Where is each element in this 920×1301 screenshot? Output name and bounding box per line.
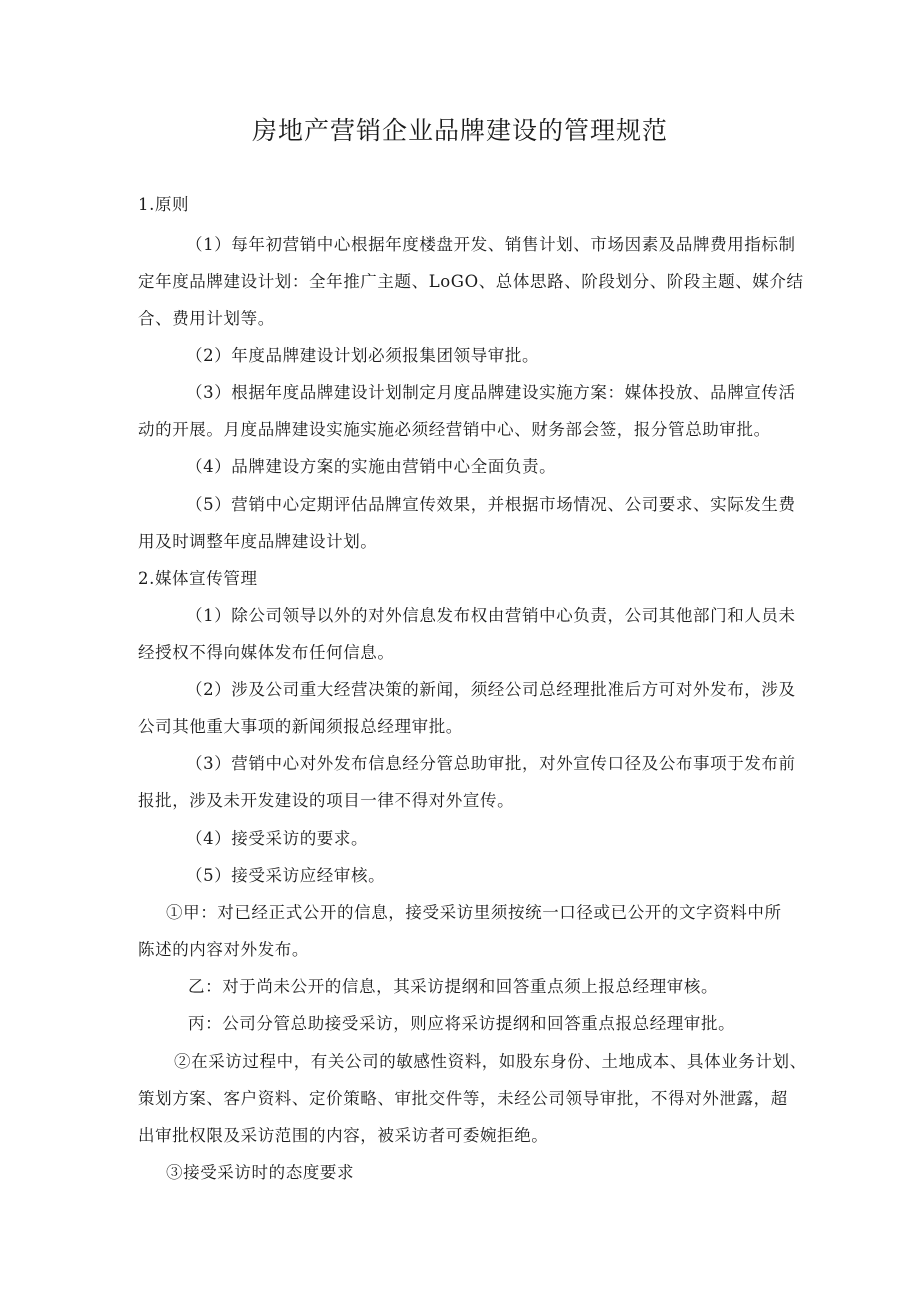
paragraph-line: ②在采访过程中，有关公司的敏感性资料，如股东身份、土地成本、具体业务计划、: [174, 1052, 807, 1071]
paragraph-2-5: [186, 857, 385, 894]
paragraph-line: 经授权不得向媒体发布任何信息。: [138, 643, 395, 662]
paragraph-1-5-cont: [138, 523, 788, 560]
paragraph-2-3: [186, 745, 796, 782]
paragraph-line: （5）接受采访应经审核。: [186, 866, 386, 885]
paragraph-line: （5）营销中心定期评估品牌宣传效果，并根据市场情况、公司要求、实际发生费: [186, 495, 796, 514]
paragraph-1-2: [186, 337, 539, 374]
paragraph-line: 用及时调整年度品牌建设计划。: [138, 532, 378, 551]
section-heading-principles: 1.原则: [138, 195, 190, 214]
paragraph-line: （1）除公司领导以外的对外信息发布权由营销中心负责，公司其他部门和人员未: [186, 606, 796, 625]
paragraph-2-5-b: [188, 968, 718, 1005]
paragraph-line: 乙：对于尚未公开的信息，其采访提纲和回答重点须上报总经理审核。: [188, 977, 719, 996]
section-heading-media: 2.媒体宣传管理: [138, 569, 258, 588]
paragraph-line: （4）品牌建设方案的实施由营销中心全面负责。: [186, 457, 557, 476]
paragraph-line: 丙：公司分管总助接受采访，则应将采访提纲和回答重点报总经理审批。: [188, 1014, 736, 1033]
paragraph-line: 策划方案、客户资料、定价策略、审批交件等，未经公司领导审批，不得对外泄露，超: [138, 1089, 788, 1108]
paragraph-1-3-cont: [138, 411, 788, 448]
paragraph-line: （3）营销中心对外发布信息经分管总助审批，对外宣传口径及公布事项于发布前: [186, 754, 796, 773]
paragraph-line: 定年度品牌建设计划：全年推广主题、LoGO、总体思路、阶段划分、阶段主题、媒介结: [138, 272, 804, 291]
paragraph-2-5-a: [166, 894, 782, 931]
paragraph-line: 报批，涉及未开发建设的项目一律不得对外宣传。: [138, 791, 515, 810]
paragraph-line: （4）接受采访的要求。: [186, 829, 369, 848]
paragraph-2-5-d-cont: [138, 1080, 788, 1154]
paragraph-2-1-cont: [138, 634, 788, 671]
paragraph-line: （1）每年初营销中心根据年度楼盘开发、销售计划、市场因素及品牌费用指标制: [186, 235, 796, 254]
paragraph-line: （2）涉及公司重大经营决策的新闻，须经公司总经理批准后方可对外发布，涉及: [186, 680, 796, 699]
paragraph-line: （2）年度品牌建设计划必须报集团领导审批。: [186, 346, 540, 365]
paragraph-2-3-cont: [138, 782, 788, 819]
paragraph-2-5-a-cont: [138, 931, 788, 968]
paragraph-2-5-c: [188, 1005, 735, 1042]
paragraph-2-5-d: [174, 1043, 807, 1080]
paragraph-line: 陈述的内容对外发布。: [138, 940, 309, 959]
document-title: 房地产营销企业品牌建设的管理规范: [251, 116, 668, 145]
paragraph-1-3: [186, 374, 796, 411]
paragraph-line: 公司其他重大事项的新闻须报总经理审批。: [138, 717, 463, 736]
paragraph-line: 动的开展。月度品牌建设实施实施必须经营销中心、财务部会签，报分管总助审批。: [138, 420, 771, 439]
paragraph-1-1: [186, 226, 796, 263]
paragraph-line: ①甲：对已经正式公开的信息，接受采访里须按统一口径或已公开的文字资料中所: [166, 903, 782, 922]
paragraph-2-2-cont: [138, 708, 788, 745]
paragraph-1-5: [186, 486, 796, 523]
paragraph-1-1-cont: [138, 263, 804, 337]
paragraph-line: 合、费用计划等。: [138, 309, 275, 328]
paragraph-2-2: [186, 671, 796, 708]
paragraph-line: ③接受采访时的态度要求: [166, 1163, 355, 1182]
paragraph-2-4: [186, 820, 368, 857]
paragraph-line: （3）根据年度品牌建设计划制定月度品牌建设实施方案：媒体投放、品牌宣传活: [186, 383, 796, 402]
paragraph-1-4: [186, 448, 556, 485]
paragraph-line: 出审批权限及采访范围的内容，被采访者可委婉拒绝。: [138, 1126, 549, 1145]
paragraph-2-5-e: [166, 1154, 354, 1191]
paragraph-2-1: [186, 597, 796, 634]
